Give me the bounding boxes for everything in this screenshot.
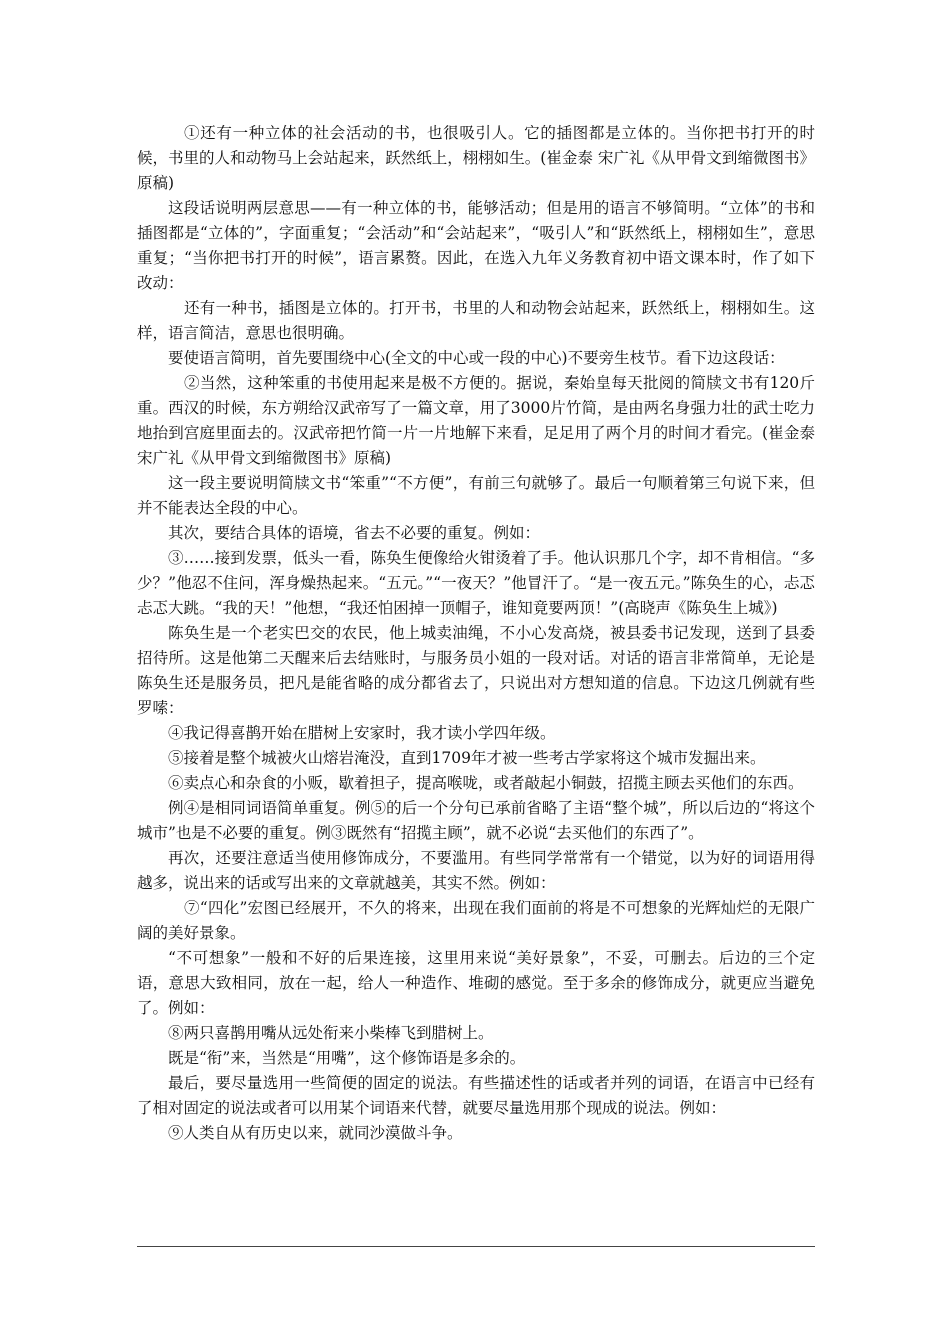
example-paragraph-4: ④我记得喜鹊开始在腊树上安家时，我才读小学四年级。 <box>168 724 556 742</box>
analysis-paragraph-6: 既是“衔”来，当然是“用嘴”，这个修饰语是多余的。 <box>168 1049 526 1067</box>
principle-paragraph-4: 最后，要尽量选用一些简便的固定的说法。有些描述性的话或者并列的词语，在语言中已经有了相对固定的说法或者可以用某个词语来代替，就要尽量选用那个现成的说法。例如： <box>137 1074 815 1117</box>
analysis-paragraph-5: “不可想象”一般和不好的后果连接，这里用来说“美好景象”，不妥，可删去。后边的三个定语，意思大致相同，放在一起，给人一种造作、堆砌的感觉。至于多余的修饰成分，就更应当避免了。例如： <box>137 949 815 1017</box>
analysis-paragraph-1: 这段话说明两层意思——有一种立体的书，能够活动；但是用的语言不够简明。“立体”的书和插图都是“立体的”，字面重复；“会活动”和“会站起来”，“吸引人”和“跃然纸上，栩栩如生”，意思重复；“当你把书打开的时候”，语言累赘。因此，在选入九年义务教育初中语文课本时，作了如下改动： <box>137 199 815 292</box>
analysis-paragraph-3: 陈奂生是一个老实巴交的农民，他上城卖油绳，不小心发高烧，被县委书记发现，送到了县委招待所。这是他第二天醒来后去结账时，与服务员小姐的一段对话。对话的语言非常简单，无论是陈奂生还是服务员，把凡是能省略的成分都省去了，只说出对方想知道的信息。下边这几例就有些罗嗦： <box>137 624 815 717</box>
example-paragraph-8: ⑧两只喜鹊用嘴从远处衔来小柴棒飞到腊树上。 <box>168 1024 494 1042</box>
principle-paragraph-2: 其次，要结合具体的语境，省去不必要的重复。例如： <box>168 524 541 542</box>
document-body <box>137 121 815 1146</box>
example-paragraph-7: ⑦“四化”宏图已经展开，不久的将来，出现在我们面前的将是不可想象的光辉灿烂的无限广阔的美好景象。 <box>137 899 815 942</box>
example-paragraph-1: ①还有一种立体的社会活动的书，也很吸引人。它的插图都是立体的。当你把书打开的时候，书里的人和动物马上会站起来，跃然纸上，栩栩如生。(崔金泰 宋广礼《从甲骨文到缩微图书》原稿) <box>137 124 815 192</box>
principle-paragraph-3: 再次，还要注意适当使用修饰成分，不要滥用。有些同学常常有一个错觉，以为好的词语用得越多，说出来的话或写出来的文章就越美，其实不然。例如： <box>137 849 815 892</box>
analysis-paragraph-2: 这一段主要说明简牍文书“笨重”“不方便”，有前三句就够了。最后一句顺着第三句说下来，但并不能表达全段的中心。 <box>137 474 815 517</box>
footer-divider <box>137 1246 815 1247</box>
example-paragraph-3: ③……接到发票，低头一看，陈奂生便像给火钳烫着了手。他认识那几个字，却不肯相信。“多少？”他忍不住问，浑身燥热起来。“五元。”“一夜天？”他冒汗了。“是一夜五元。”陈奂生的心，忐忑忐忑大跳。“我的天！”他想，“我还怕困掉一顶帽子，谁知竟要两顶！”(高晓声《陈奂生上城》) <box>137 549 815 617</box>
analysis-paragraph-4: 例④是相同词语简单重复。例⑤的后一个分句已承前省略了主语“整个城”，所以后边的“将这个城市”也是不必要的重复。例③既然有“招揽主顾”，就不必说“去买他们的东西了”。 <box>137 799 815 842</box>
principle-paragraph-1: 要使语言简明，首先要围绕中心(全文的中心或一段的中心)不要旁生枝节。看下边这段话： <box>168 349 785 367</box>
revised-text-paragraph: 还有一种书，插图是立体的。打开书，书里的人和动物会站起来，跃然纸上，栩栩如生。这样，语言简洁，意思也很明确。 <box>137 299 815 342</box>
example-paragraph-5: ⑤接着是整个城被火山熔岩淹没，直到1709年才被一些考古学家将这个城市发掘出来。 <box>168 749 766 767</box>
example-paragraph-2: ②当然，这种笨重的书使用起来是极不方便的。据说，秦始皇每天批阅的简牍文书有120斤重。西汉的时候，东方朔给汉武帝写了一篇文章，用了3000片竹简，是由两名身强力壮的武士吃力地抬到宫庭里面去的。汉武帝把竹简一片一片地解下来看，足足用了两个月的时间才看完。(崔金泰 宋广礼《从甲骨文到缩微图书》原稿) <box>137 374 815 467</box>
example-paragraph-6: ⑥卖点心和杂食的小贩，歇着担子，提高喉咙，或者敲起小铜鼓，招揽主顾去买他们的东西。 <box>168 774 804 792</box>
example-paragraph-9: ⑨人类自从有历史以来，就同沙漠做斗争。 <box>168 1124 463 1142</box>
